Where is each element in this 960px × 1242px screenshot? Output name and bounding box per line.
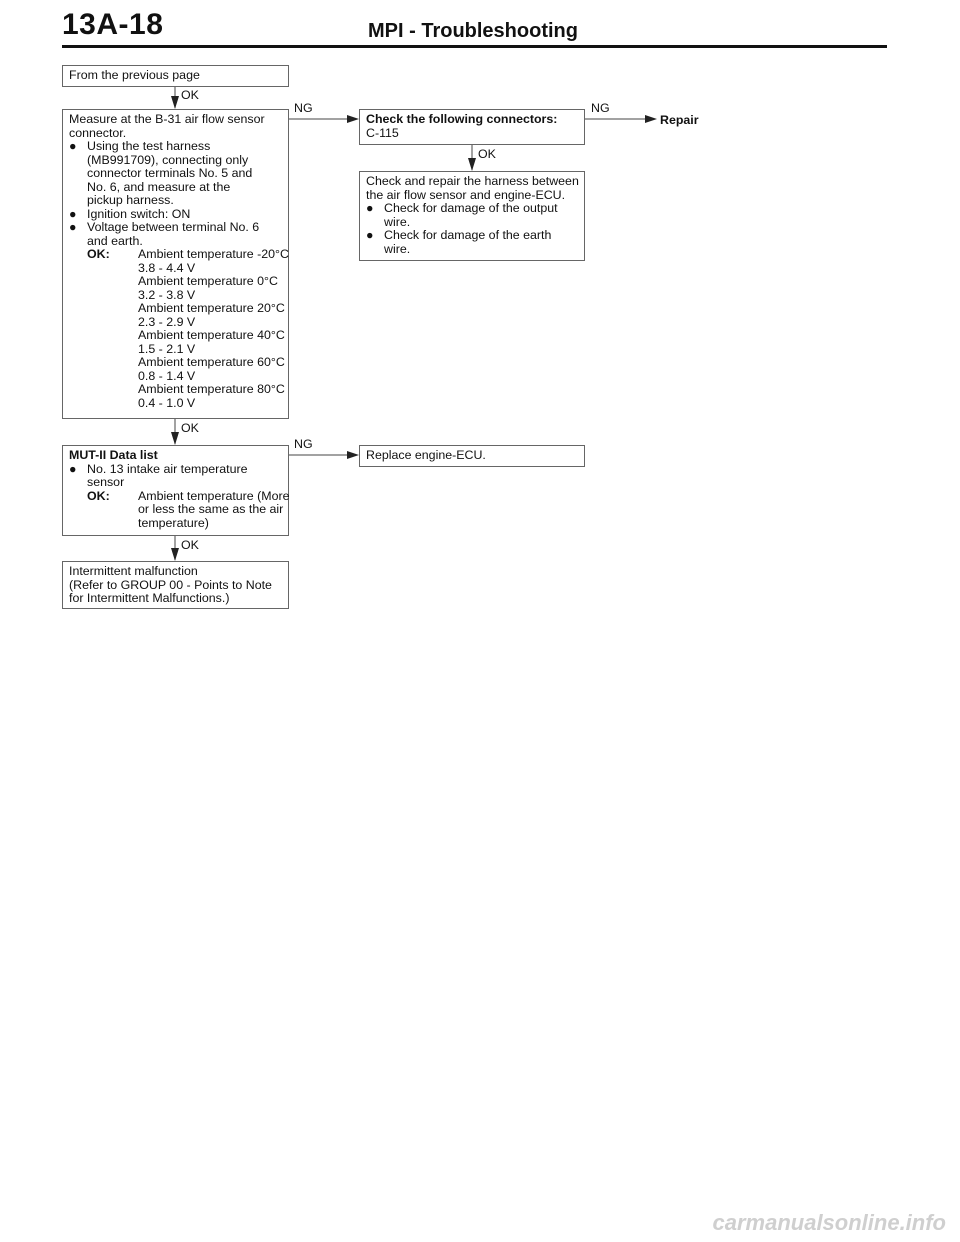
bullet-text: Check for damage of the earth <box>384 228 552 242</box>
bullet-item <box>366 229 578 256</box>
bullet-icon: ● <box>69 461 77 476</box>
connectors-id: C-115 <box>366 125 399 140</box>
ng-label: NG <box>294 437 313 451</box>
bullet-item <box>69 221 282 248</box>
bullet-item <box>366 202 578 229</box>
measure-line-1: Measure at the B-31 air flow sensor <box>69 112 265 126</box>
bullet-text: wire. <box>384 214 411 229</box>
box-check-harness <box>359 171 585 261</box>
bullet-icon: ● <box>366 228 374 242</box>
ok-label: OK <box>478 147 496 161</box>
intermittent-line-3: for Intermittent Malfunctions.) <box>69 591 230 605</box>
ok-spec-text: Ambient temperature (More <box>138 488 290 503</box>
harness-line-2: the air flow sensor and engine-ECU. <box>366 187 566 202</box>
intermittent-line-1: Intermittent malfunction <box>69 564 198 578</box>
ok-spec-text: or less the same as the air <box>138 502 284 516</box>
arrowhead-right <box>645 115 657 123</box>
box-measure-air-flow-sensor <box>62 109 289 419</box>
arrowhead-down <box>468 158 476 171</box>
ok-spec-text: 3.2 - 3.8 V <box>138 287 196 302</box>
ok-spec-text: 0.8 - 1.4 V <box>138 368 196 383</box>
bullet-text: pickup harness. <box>87 193 174 207</box>
ng-label: NG <box>294 101 313 115</box>
ok-spec-label: OK: <box>87 247 110 261</box>
page-number: 13A-18 <box>62 8 164 41</box>
ok-spec-text: Ambient temperature -20°C <box>138 247 289 261</box>
arrowhead-right <box>347 451 359 459</box>
repair-label: Repair <box>660 113 699 127</box>
ok-spec-text: Ambient temperature 60°C <box>138 355 285 369</box>
arrowhead-right <box>347 115 359 123</box>
bullet-icon: ● <box>69 139 77 153</box>
bullet-icon: ● <box>69 220 77 234</box>
ok-spec-text: 1.5 - 2.1 V <box>138 341 196 356</box>
bullet-text: sensor <box>87 475 125 489</box>
box-intermittent-malfunction <box>62 561 289 609</box>
bullet-item <box>69 208 282 222</box>
ok-spec-text: Ambient temperature 40°C <box>138 328 285 342</box>
bullet-text: wire. <box>384 241 411 256</box>
bullet-text: (MB991709), connecting only <box>87 152 249 167</box>
bullet-item <box>69 463 282 490</box>
bullet-text: No. 6, and measure at the <box>87 179 231 194</box>
box-text: From the previous page <box>69 68 200 82</box>
arrowhead-down <box>171 432 179 445</box>
box-from-previous-page <box>62 65 289 87</box>
bullet-text: Voltage between terminal No. 6 <box>87 220 260 234</box>
ok-spec-text: 2.3 - 2.9 V <box>138 314 196 329</box>
ok-spec-text: Ambient temperature 0°C <box>138 274 278 288</box>
ok-spec-text: 0.4 - 1.0 V <box>138 395 196 410</box>
ok-label: OK <box>181 421 199 435</box>
box-replace-engine-ecu <box>359 445 585 467</box>
box-check-connectors <box>359 109 585 145</box>
ok-spec-text: Ambient temperature 20°C <box>138 301 285 315</box>
box-mut-data-list <box>62 445 289 536</box>
ok-spec <box>69 247 289 262</box>
intermittent-line-2: (Refer to GROUP 00 - Points to Note <box>69 577 272 592</box>
harness-line-1: Check and repair the harness between <box>366 174 579 188</box>
connectors-title: Check the following connectors: <box>366 112 558 126</box>
measure-line-2: connector. <box>69 125 127 140</box>
mut-title: MUT-II Data list <box>69 448 158 462</box>
ecu-text: Replace engine-ECU. <box>366 448 486 462</box>
arrowhead-down <box>171 548 179 561</box>
ng-label: NG <box>591 101 610 115</box>
bullet-item <box>69 140 282 208</box>
bullet-text: Ignition switch: ON <box>87 206 191 221</box>
bullet-text: No. 13 intake air temperature <box>87 461 248 476</box>
ok-spec-label: OK: <box>87 488 110 503</box>
arrowhead-down <box>171 96 179 109</box>
bullet-icon: ● <box>366 201 374 215</box>
ok-spec-text: 3.8 - 4.4 V <box>138 260 196 275</box>
bullet-text: Using the test harness <box>87 139 211 153</box>
ok-spec <box>69 488 290 504</box>
ok-label: OK <box>181 538 199 552</box>
bullet-icon: ● <box>69 206 77 221</box>
bullet-text: Check for damage of the output <box>384 201 558 215</box>
ok-spec-text: Ambient temperature 80°C <box>138 382 285 396</box>
watermark: carmanualsonline.info <box>712 1210 946 1235</box>
page-title: MPI - Troubleshooting <box>368 20 578 42</box>
ok-label: OK <box>181 88 199 102</box>
ok-spec-text: temperature) <box>138 515 209 530</box>
bullet-text: and earth. <box>87 233 143 248</box>
bullet-text: connector terminals No. 5 and <box>87 166 253 180</box>
